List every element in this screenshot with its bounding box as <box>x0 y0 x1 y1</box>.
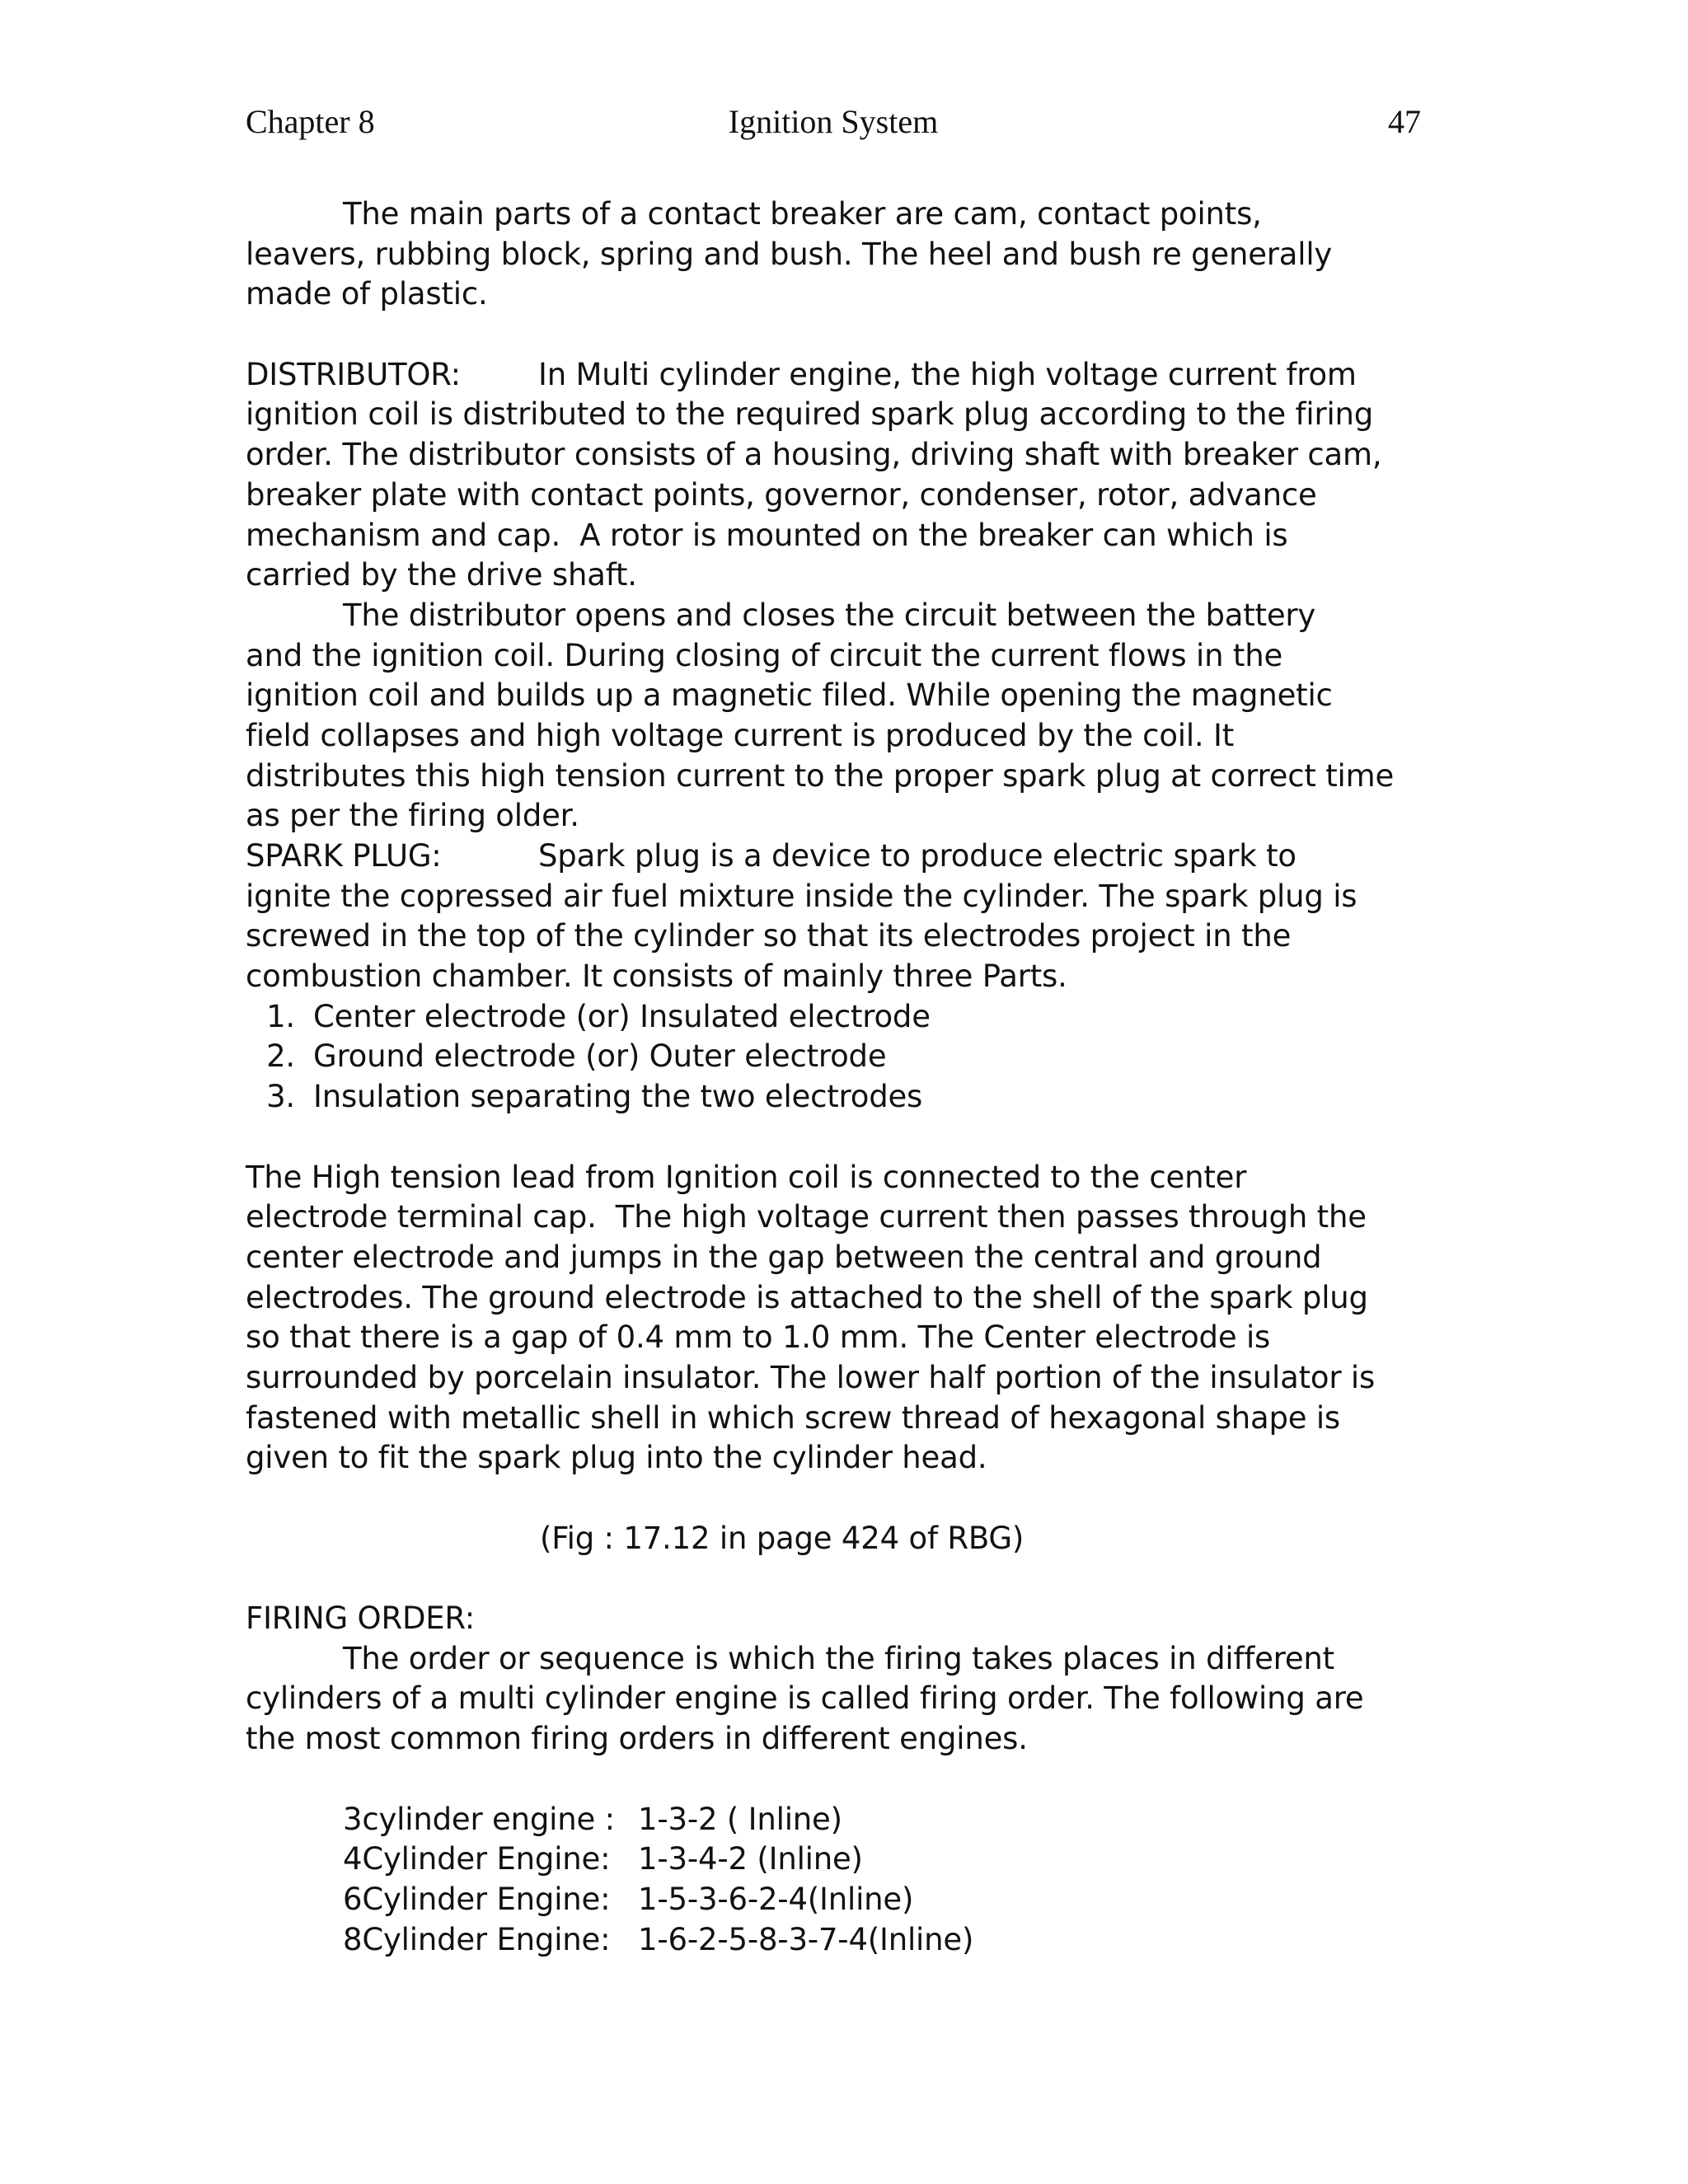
firing-order-row <box>246 1840 1432 1880</box>
paragraph-line: screwed in the top of the cylinder so that its electrodes project in the <box>246 918 1292 954</box>
paragraph-line: combustion chamber. It consists of mainly three Parts. <box>246 958 1067 995</box>
list-item <box>246 1037 1432 1077</box>
engine-order: 1-5-3-6-2-4(Inline) <box>638 1881 914 1917</box>
list-item <box>246 1077 1432 1118</box>
paragraph-line: made of plastic. <box>246 276 488 312</box>
spacer <box>246 1558 1432 1599</box>
paragraph-text: In Multi cylinder engine, the high voltage current from <box>538 356 1357 392</box>
engine-label: 8Cylinder Engine: <box>343 1921 611 1957</box>
running-header <box>246 97 1421 147</box>
firing-order-row <box>246 1800 1432 1840</box>
paragraph-line: electrodes. The ground electrode is attached to the shell of the spark plug <box>246 1279 1368 1315</box>
paragraph-line: ignite the copressed air fuel mixture inside the cylinder. The spark plug is <box>246 878 1357 914</box>
engine-label: 4Cylinder Engine: <box>343 1841 611 1877</box>
spark-plug-first-line <box>246 837 1432 877</box>
list-item <box>246 997 1432 1038</box>
list-number: 3. <box>266 1079 295 1115</box>
paragraph-line: cylinders of a multi cylinder engine is called firing order. The following are <box>246 1680 1364 1717</box>
paragraph-line: breaker plate with contact points, governor, condenser, rotor, advance <box>246 476 1317 513</box>
paragraph-line: carried by the drive shaft. <box>246 557 637 593</box>
paragraph-line: field collapses and high voltage current is produced by the coil. It <box>246 717 1235 753</box>
firing-order-heading: FIRING ORDER: <box>246 1601 476 1637</box>
paragraph-line: center electrode and jumps in the gap between the central and ground <box>246 1239 1322 1275</box>
spacer <box>246 1118 1432 1158</box>
paragraph-line: given to fit the spark plug into the cylinder head. <box>246 1440 987 1476</box>
engine-label: 3cylinder engine : <box>343 1801 615 1837</box>
paragraph-line: order. The distributor consists of a housing, driving shaft with breaker cam, <box>246 437 1382 473</box>
paragraph-line: ignition coil and builds up a magnetic filed. While opening the magnetic <box>246 677 1333 714</box>
chapter-label: Chapter 8 <box>246 103 375 140</box>
paragraph-line: electrode terminal cap. The high voltage current then passes through the <box>246 1199 1367 1235</box>
distributor-first-line <box>246 355 1432 396</box>
engine-order: 1-3-4-2 (Inline) <box>638 1841 863 1877</box>
engine-label: 6Cylinder Engine: <box>343 1881 611 1917</box>
paragraph-text: Spark plug is a device to produce electric spark to <box>538 838 1296 874</box>
distributor-term: DISTRIBUTOR: <box>246 356 461 392</box>
chapter-title: Ignition System <box>728 103 939 140</box>
spark-plug-term: SPARK PLUG: <box>246 838 442 874</box>
paragraph-line: and the ignition coil. During closing of circuit the current flows in the <box>246 637 1283 673</box>
list-text: Ground electrode (or) Outer electrode <box>313 1038 887 1075</box>
spacer <box>246 315 1432 355</box>
firing-order-row <box>246 1880 1432 1920</box>
spacer <box>246 1479 1432 1519</box>
paragraph-line: the most common firing orders in different engines. <box>246 1721 1028 1757</box>
list-number: 2. <box>266 1038 295 1075</box>
list-text: Insulation separating the two electrodes <box>313 1079 923 1115</box>
figure-reference: (Fig : 17.12 in page 424 of RBG) <box>540 1520 1025 1556</box>
list-number: 1. <box>266 998 295 1034</box>
paragraph-line: The High tension lead from Ignition coil is connected to the center <box>246 1159 1247 1195</box>
paragraph-line: surrounded by porcelain insulator. The lower half portion of the insulator is <box>246 1359 1376 1395</box>
body-text <box>246 194 1432 1960</box>
paragraph-line: distributes this high tension current to the proper spark plug at correct time <box>246 757 1395 794</box>
paragraph-line: ignition coil is distributed to the required spark plug according to the firing <box>246 396 1374 433</box>
engine-order: 1-6-2-5-8-3-7-4(Inline) <box>638 1921 974 1957</box>
paragraph-line: The distributor opens and closes the circuit between the battery <box>343 597 1316 633</box>
firing-order-row <box>246 1920 1432 1961</box>
spacer <box>246 1760 1432 1800</box>
page-number: 47 <box>1388 103 1421 140</box>
paragraph-line: The main parts of a contact breaker are cam, contact points, <box>343 196 1262 232</box>
paragraph-line: fastened with metallic shell in which screw thread of hexagonal shape is <box>246 1399 1341 1436</box>
paragraph-line: The order or sequence is which the firing takes places in different <box>343 1640 1334 1676</box>
engine-order: 1-3-2 ( Inline) <box>638 1801 842 1837</box>
paragraph-line: leavers, rubbing block, spring and bush. The heel and bush re generally <box>246 236 1333 272</box>
paragraph-line: as per the firing older. <box>246 798 579 834</box>
paragraph-line: so that there is a gap of 0.4 mm to 1.0 mm. The Center electrode is <box>246 1319 1271 1356</box>
list-text: Center electrode (or) Insulated electrode <box>313 998 931 1034</box>
paragraph-line: mechanism and cap. A rotor is mounted on the breaker can which is <box>246 517 1288 553</box>
